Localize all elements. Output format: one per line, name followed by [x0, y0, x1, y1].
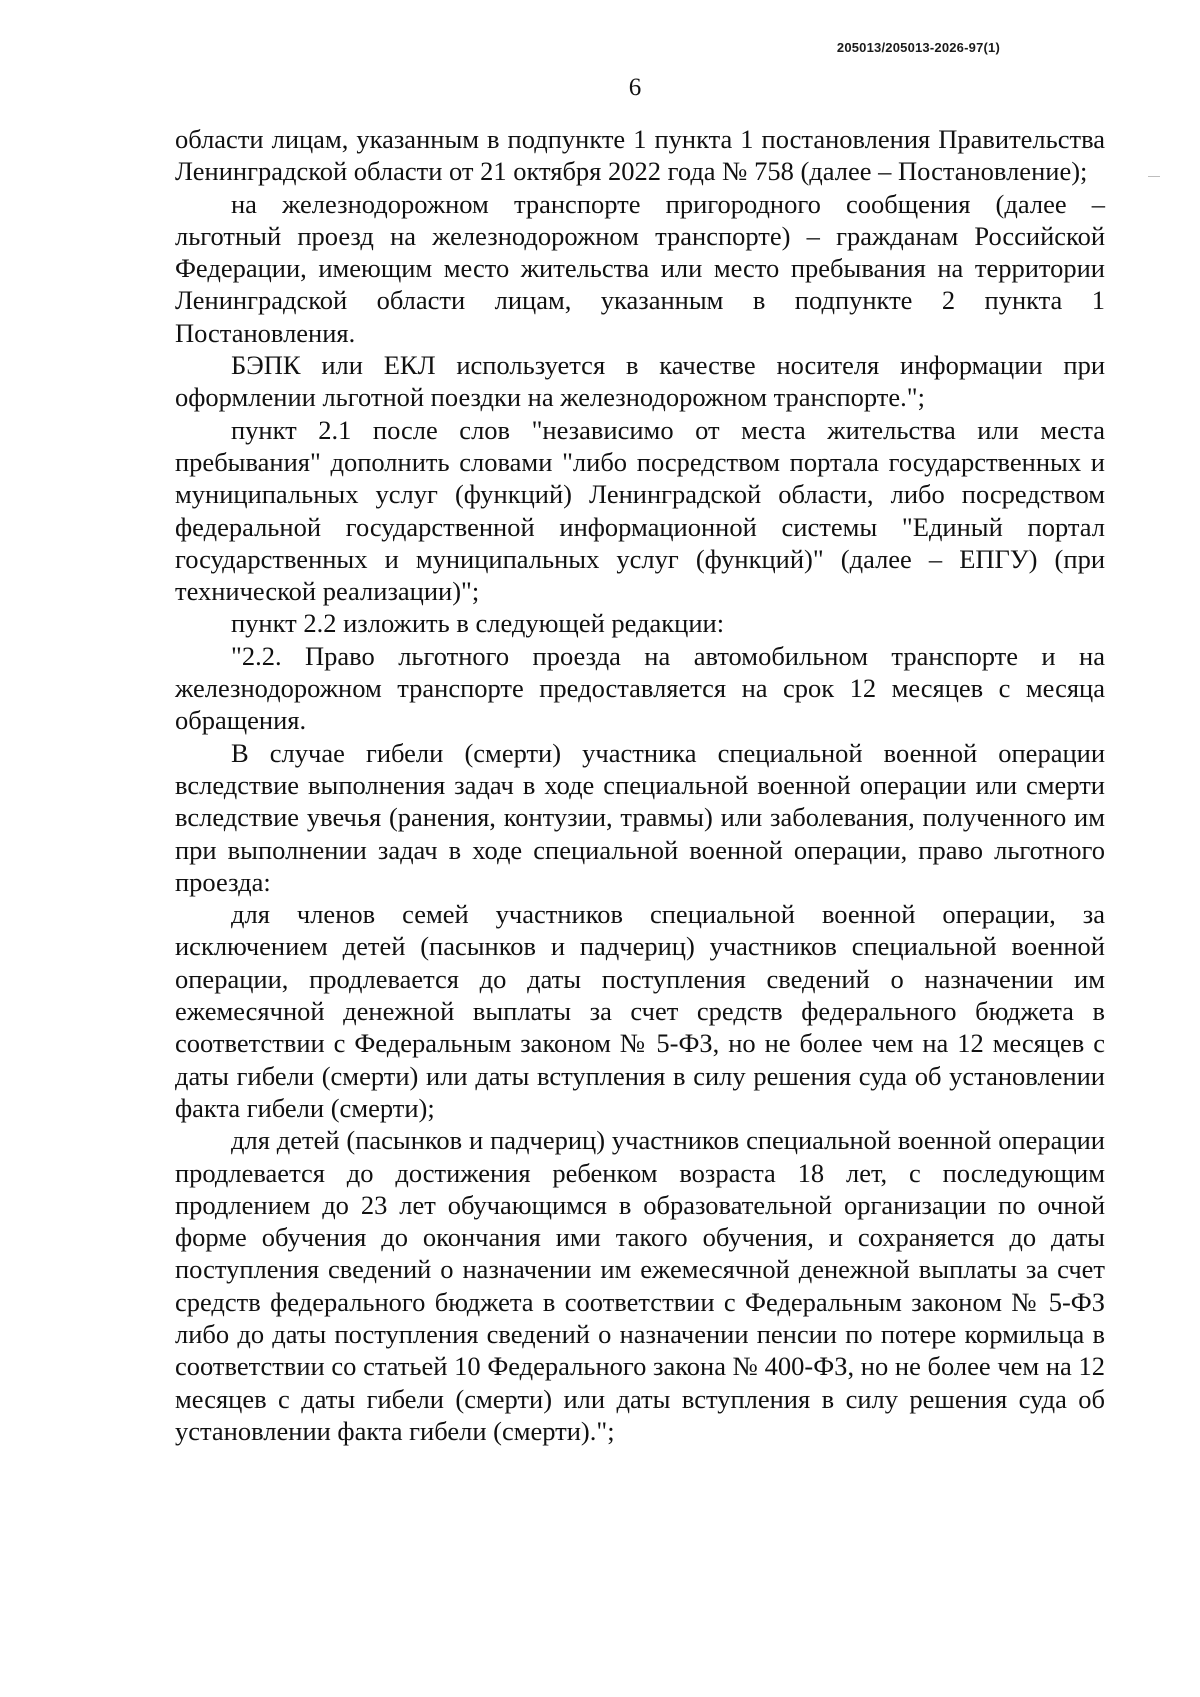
paragraph-7: В случае гибели (смерти) участника специальной военной операции вследствие выполнения задач в ходе специальной военной операции или смерти вследствие увечья (ранения, контузии, травмы) или заболевания, полученного им при выполнении задач в ходе специальной военной операции, право льготного проезда: — [175, 737, 1105, 897]
paragraph-6: "2.2. Право льготного проезда на автомобильном транспорте и на железнодорожном транспорте предоставляется на срок 12 месяцев с месяца обращения. — [175, 640, 1105, 736]
paragraph-1: области лицам, указанным в подпункте 1 пункта 1 постановления Правительства Ленинградской области от 21 октября 2022 года № 758 (далее – Постановление); — [175, 124, 1105, 187]
document-body — [175, 123, 1105, 1447]
paragraph-2: на железнодорожном транспорте пригородного сообщения (далее – льготный проезд на железнодорожном транспорте) – гражданам Российской Федерации, имеющим место жительства или место пребывания на территории Ленинградской области лицам, указанным в подпункте 2 пункта 1 Постановления. — [175, 188, 1105, 348]
scan-mark — [1148, 176, 1160, 177]
paragraph-5: пункт 2.2 изложить в следующей редакции: — [231, 608, 725, 639]
page-number: 6 — [628, 74, 642, 101]
document-id: 205013/205013-2026-97(1) — [836, 40, 1000, 55]
paragraph-4: пункт 2.1 после слов "независимо от места жительства или места пребывания" дополнить словами "либо посредством портала государственных и муниципальных услуг (функций) Ленинградской области, либо посредством федеральной государственной информационной системы "Единый портал государственных и муниципальных услуг (функций)" (далее – ЕПГУ) (при технической реализации)"; — [175, 414, 1105, 607]
paragraph-3: БЭПК или ЕКЛ используется в качестве носителя информации при оформлении льготной поездки на железнодорожном транспорте."; — [175, 350, 1105, 413]
paragraph-8: для членов семей участников специальной военной операции, за исключением детей (пасынков и падчериц) участников специальной военной операции, продлевается до даты поступления сведений о назначении им ежемесячной денежной выплаты за счет средств федерального бюджета в соответствии с Федеральным законом № 5-ФЗ, но не более чем на 12 месяцев с даты гибели (смерти) или даты вступления в силу решения суда об установлении факта гибели (смерти); — [175, 899, 1105, 1123]
paragraph-9: для детей (пасынков и падчериц) участников специальной военной операции продлевается до достижения ребенком возраста 18 лет, с последующим продлением до 23 лет обучающимся в образовательной организации по очной форме обучения до окончания ими такого обучения, и сохраняется до даты поступления сведений о назначении им ежемесячной денежной выплаты за счет средств федерального бюджета в соответствии с Федеральным законом № 5-ФЗ либо до даты поступления сведений о назначении пенсии по потере кормильца в соответствии со статьей 10 Федерального закона № 400-ФЗ, но не более чем на 12 месяцев с даты гибели (смерти) или даты вступления в силу решения суда об установлении факта гибели (смерти)."; — [175, 1125, 1105, 1446]
